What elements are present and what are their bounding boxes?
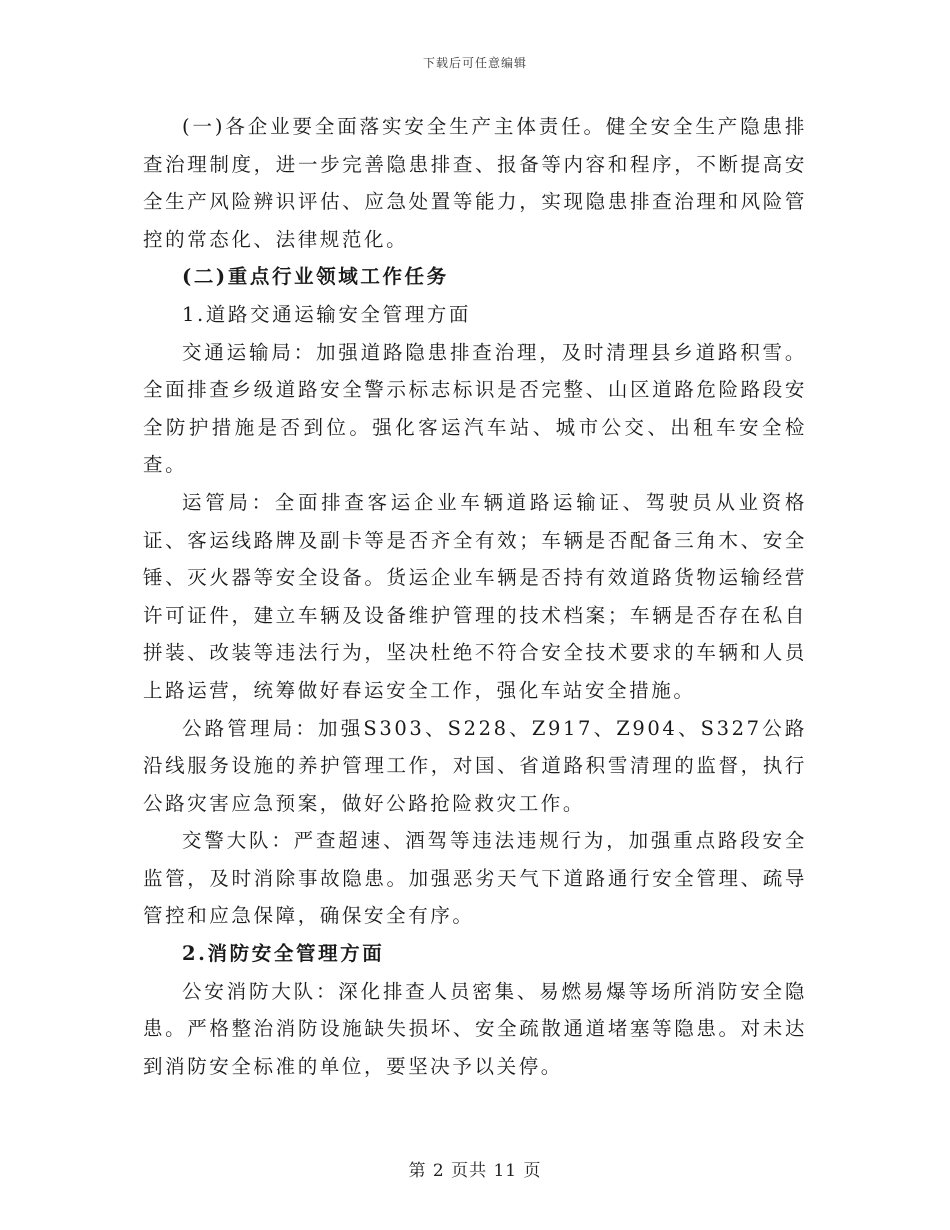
document-body [143, 108, 807, 1085]
paragraph-traffic-police: 交警大队：严查超速、酒驾等违法违规行为，加强重点路段安全监管，及时消除事故隐患。加强恶劣天气下道路通行安全管理、疏导管控和应急保障，确保安全有序。 [143, 829, 807, 928]
paragraph-transport-management-bureau: 运管局：全面排查客运企业车辆道路运输证、驾驶员从业资格证、客运线路牌及副卡等是否齐全有效；车辆是否配备三角木、安全锤、灭火器等安全设备。货运企业车辆是否持有效道路货物运输经营许可证件，建立车辆及设备维护管理的技术档案；车辆是否存在私自拼装、改装等违法行为，坚决杜绝不符合安全技术要求的车辆和人员上路运营，统筹做好春运安全工作，强化车站安全措施。 [143, 490, 807, 702]
subsection-heading-fire-safety: 2.消防安全管理方面 [182, 942, 385, 966]
paragraph-fire-brigade: 公安消防大队：深化排查人员密集、易燃易爆等场所消防安全隐患。严格整治消防设施缺失损坏、安全疏散通道堵塞等隐患。对未达到消防安全标准的单位，要坚决予以关停。 [143, 979, 807, 1078]
page-number-footer: 第 2 页共 11 页 [408, 1161, 542, 1181]
subsection-heading-road-traffic: 1.道路交通运输安全管理方面 [182, 302, 472, 326]
paragraph-highway-management-bureau: 公路管理局：加强S303、S228、Z917、Z904、S327公路沿线服务设施的养护管理工作，对国、省道路积雪清理的监督，执行公路灾害应急预案，做好公路抢险救灾工作。 [143, 716, 807, 815]
section-heading-key-industries: (二)重点行业领域工作任务 [182, 265, 449, 289]
paragraph-transport-bureau: 交通运输局：加强道路隐患排查治理，及时清理县乡道路积雪。全面排查乡级道路安全警示标志标识是否完整、山区道路危险路段安全防护措施是否到位。强化客运汽车站、城市公交、出租车安全检查。 [143, 340, 807, 477]
page-header-note: 下载后可任意编辑 [422, 56, 527, 70]
paragraph-enterprise-responsibility: (一)各企业要全面落实安全生产主体责任。健全安全生产隐患排查治理制度，进一步完善隐患排查、报备等内容和程序，不断提高安全生产风险辨识评估、应急处置等能力，实现隐患排查治理和风险管控的常态化、法律规范化。 [143, 115, 807, 251]
